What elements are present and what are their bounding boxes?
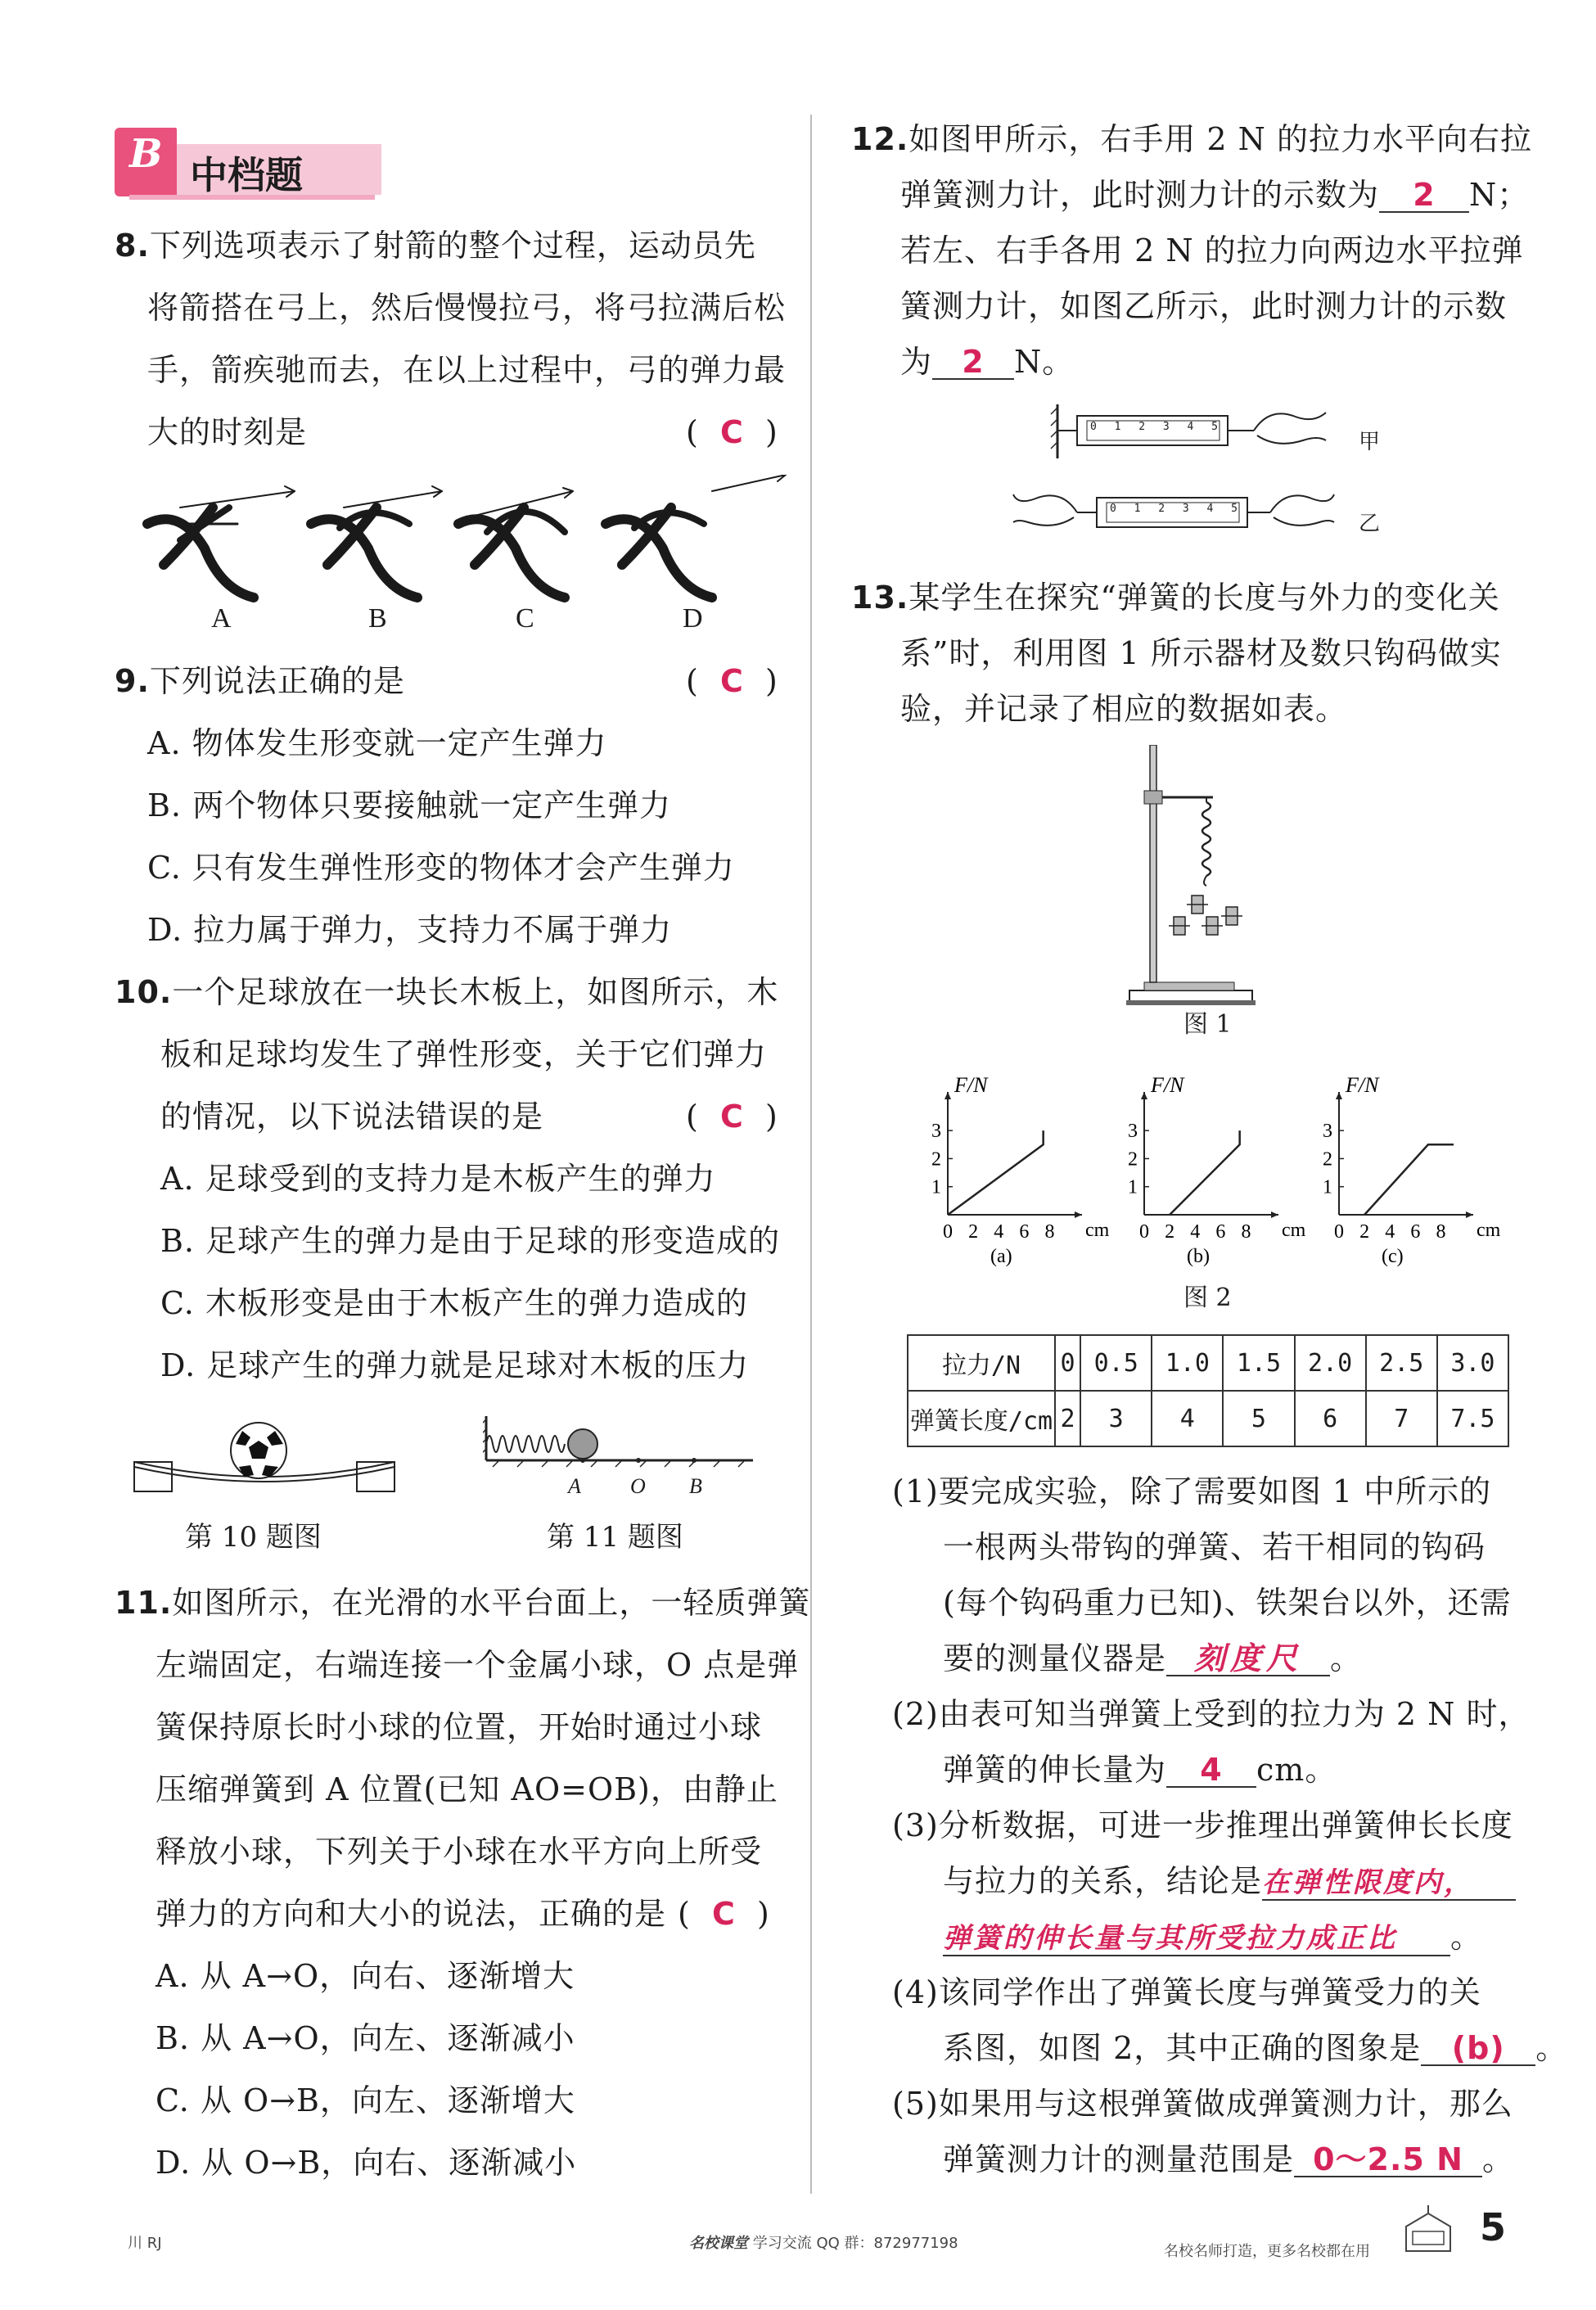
scale-yi-tick-3: 3 bbox=[1182, 503, 1189, 515]
page-number: 5 bbox=[1480, 2205, 1507, 2249]
x-tick-label: 2 bbox=[1165, 1221, 1175, 1243]
scale-yi-tick-2: 2 bbox=[1158, 503, 1165, 515]
x-tick-label: 4 bbox=[1190, 1221, 1201, 1243]
q11-answer-bracket: ( C ) bbox=[678, 1896, 770, 1932]
q12-line-2 bbox=[900, 175, 1529, 214]
y-axis-arrow bbox=[1336, 1092, 1342, 1099]
q9-option-c: C. 只有发生弹性形变的物体才会产生弹力 bbox=[147, 850, 735, 886]
scale-yi-tick-4: 4 bbox=[1206, 503, 1214, 515]
series-line bbox=[948, 1130, 1044, 1215]
q11-option-b: B. 从 A→O，向左、逐渐减小 bbox=[156, 2020, 575, 2056]
q9-option-a: A. 物体发生形变就一定产生弹力 bbox=[147, 725, 607, 761]
q9-option-b: B. 两个物体只要接触就一定产生弹力 bbox=[147, 787, 672, 823]
q12-number: 12. bbox=[851, 121, 909, 157]
q13-sub2-answer: 4 bbox=[1200, 1752, 1223, 1788]
q11-option-a: A. 从 A→O，向右、逐渐增大 bbox=[156, 1958, 575, 1994]
q13-sub1-line-3: (每个钩码重力已知)、铁架台以外，还需 bbox=[943, 1585, 1512, 1621]
table-cell: 0.5 bbox=[1080, 1335, 1152, 1391]
q12-line-5-post: N。 bbox=[1014, 344, 1075, 380]
chart-b bbox=[1128, 1073, 1306, 1267]
q13-sub5-line-2 bbox=[943, 2140, 1514, 2179]
table-cell: 3.0 bbox=[1437, 1335, 1508, 1391]
q12-line-1 bbox=[851, 120, 1532, 159]
y-tick-label: 2 bbox=[1323, 1148, 1332, 1171]
scale-jia-tick-4: 4 bbox=[1187, 421, 1194, 433]
y-axis-arrow bbox=[945, 1092, 951, 1099]
y-tick-label: 3 bbox=[931, 1121, 941, 1143]
table-cell: 2 bbox=[1055, 1391, 1080, 1446]
q13-line-1 bbox=[851, 578, 1500, 617]
section-header bbox=[115, 121, 385, 200]
q11-fig-label-o: O bbox=[630, 1474, 646, 1498]
x-tick-label: 2 bbox=[1359, 1221, 1370, 1243]
q13-sub1-line-1: (1)要完成实验，除了需要如图 1 中所示的 bbox=[892, 1473, 1492, 1509]
archer-label-d: D bbox=[683, 603, 703, 634]
q12-answer-1: 2 bbox=[1413, 177, 1436, 213]
footer-qq: 学习交流 QQ 群：872977198 bbox=[752, 2235, 958, 2252]
x-tick-label: 0 bbox=[1334, 1221, 1344, 1243]
x-tick-label: 4 bbox=[994, 1221, 1004, 1243]
q8-number: 8. bbox=[115, 228, 150, 264]
table-header-force: 拉力/N bbox=[908, 1335, 1055, 1391]
q13-number: 13. bbox=[851, 580, 909, 616]
chart-a bbox=[931, 1073, 1110, 1267]
x-tick-label: 6 bbox=[1215, 1221, 1226, 1243]
scale-jia-tick-2: 2 bbox=[1138, 421, 1146, 433]
scale-jia-ticks bbox=[1090, 421, 1218, 433]
q9-stem-text: 下列说法正确的是 bbox=[149, 663, 405, 699]
q8-line-4: 大的时刻是 bbox=[147, 414, 308, 450]
archer-label-c: C bbox=[516, 603, 534, 634]
q11-stem-1: 如图所示，在光滑的水平台面上，一轻质弹簧 bbox=[172, 1585, 811, 1621]
q13-line-2: 系”时，利用图 1 所示器材及数只钩码做实 bbox=[900, 635, 1502, 671]
q13-fig1-caption: 图 1 bbox=[1183, 1010, 1232, 1039]
q11-figure bbox=[483, 1408, 761, 1498]
chart-panel-label: (b) bbox=[1187, 1246, 1210, 1267]
q11-option-c: C. 从 O→B，向左、逐渐增大 bbox=[156, 2082, 575, 2118]
q11-answer: C bbox=[711, 1896, 736, 1932]
y-axis-arrow bbox=[1141, 1092, 1147, 1099]
x-tick-label: 8 bbox=[1241, 1221, 1251, 1243]
q13-line-3: 验，并记录了相应的数据如表。 bbox=[900, 691, 1348, 727]
archer-label-a: A bbox=[211, 603, 232, 634]
y-tick-label: 1 bbox=[1323, 1176, 1332, 1198]
q10-answer: C bbox=[719, 1099, 744, 1135]
x-tick-label: 4 bbox=[1385, 1221, 1395, 1243]
table-cell: 7.5 bbox=[1437, 1391, 1508, 1446]
q13-sub5-line-1: (5)如果用与这根弹簧做成弹簧测力计，那么 bbox=[892, 2086, 1513, 2122]
q13-sub2-post: cm。 bbox=[1256, 1752, 1337, 1788]
q8-line-1 bbox=[115, 226, 756, 265]
q13-fig2-caption: 图 2 bbox=[1183, 1284, 1232, 1312]
q9-answer-bracket: ( C ) bbox=[686, 663, 778, 699]
x-tick-label: 8 bbox=[1044, 1221, 1055, 1243]
q10-line-2: 板和足球均发生了弹性形变，关于它们弹力 bbox=[160, 1036, 768, 1072]
table-cell: 1.0 bbox=[1152, 1335, 1223, 1391]
y-axis-label: F/N bbox=[1151, 1073, 1184, 1097]
q8-line-2: 将箭搭在弓上，然后慢慢拉弓，将弓拉满后松 bbox=[147, 290, 787, 326]
table-cell: 1.5 bbox=[1223, 1335, 1294, 1391]
q10-figure bbox=[131, 1416, 401, 1506]
q13-sub3-line-1: (3)分析数据，可进一步推理出弹簧伸长长度 bbox=[892, 1807, 1513, 1843]
y-tick-label: 1 bbox=[1128, 1176, 1138, 1198]
footer-right: 名校名师打造，更多名校都在用 bbox=[1164, 2243, 1370, 2260]
q13-data-table bbox=[907, 1334, 1509, 1447]
q13-sub4-answer: (b) bbox=[1451, 2030, 1505, 2066]
q13-sub4-post: 。 bbox=[1535, 2030, 1568, 2066]
x-tick-label: 2 bbox=[968, 1221, 979, 1243]
q8-answer-bracket: ( C ) bbox=[686, 414, 778, 450]
x-axis-arrow bbox=[1075, 1211, 1082, 1218]
chart-c bbox=[1323, 1073, 1501, 1267]
scale-jia-tick-1: 1 bbox=[1114, 421, 1121, 433]
q8-answer: C bbox=[719, 414, 744, 450]
hook-weights bbox=[1169, 896, 1242, 935]
q12-fig-jia: 甲 bbox=[1359, 430, 1381, 454]
q11-line-6: 弹力的方向和大小的说法，正确的是 bbox=[156, 1896, 667, 1932]
x-axis-arrow bbox=[1466, 1211, 1473, 1218]
scale-yi-ticks bbox=[1110, 503, 1238, 515]
q9-number: 9. bbox=[115, 663, 150, 699]
q10-option-d: D. 足球产生的弹力就是足球对木板的压力 bbox=[160, 1347, 750, 1383]
q8-line-3: 手，箭疾驰而去，在以上过程中，弓的弹力最 bbox=[147, 352, 787, 388]
q10-number: 10. bbox=[115, 974, 173, 1010]
table-cell: 4 bbox=[1152, 1391, 1223, 1446]
x-axis-unit: cm bbox=[1282, 1220, 1306, 1241]
q12-answer-2: 2 bbox=[962, 344, 985, 380]
x-tick-label: 0 bbox=[1139, 1221, 1149, 1243]
table-cell: 7 bbox=[1366, 1391, 1437, 1446]
x-tick-label: 0 bbox=[943, 1221, 953, 1243]
q13-sub4-pre: 系图，如图 2，其中正确的图象是 bbox=[943, 2030, 1422, 2066]
x-axis-arrow bbox=[1271, 1211, 1278, 1218]
series-line bbox=[1364, 1144, 1454, 1215]
q13-sub1-answer: 刻度尺 bbox=[1194, 1640, 1303, 1676]
x-tick-label: 8 bbox=[1436, 1221, 1446, 1243]
q11-line-2: 左端固定，右端连接一个金属小球，O 点是弹 bbox=[156, 1647, 800, 1683]
archer-label-b: B bbox=[368, 603, 387, 634]
y-tick-label: 3 bbox=[1323, 1121, 1332, 1143]
q10-option-a: A. 足球受到的支持力是木板产生的弹力 bbox=[160, 1161, 716, 1197]
table-header-length: 弹簧长度/cm bbox=[908, 1391, 1055, 1446]
q13-fig2 bbox=[908, 1051, 1531, 1272]
q11-line-1 bbox=[115, 1583, 810, 1622]
q10-answer-bracket: ( C ) bbox=[686, 1099, 778, 1135]
q13-sub2-pre: 弹簧的伸长量为 bbox=[943, 1752, 1167, 1788]
q8-stem-1: 下列选项表示了射箭的整个过程，运动员先 bbox=[149, 228, 756, 264]
table-cell: 3 bbox=[1080, 1391, 1152, 1446]
q10-option-b: B. 足球产生的弹力是由于足球的形变造成的 bbox=[160, 1223, 781, 1259]
scale-jia-tick-0: 0 bbox=[1090, 421, 1097, 433]
scale-yi-tick-0: 0 bbox=[1110, 503, 1116, 515]
q13-sub5-pre: 弹簧测力计的测量范围是 bbox=[943, 2141, 1295, 2177]
table-cell: 2.0 bbox=[1295, 1335, 1366, 1391]
q12-line-5 bbox=[900, 342, 1074, 381]
q10-stem-1: 一个足球放在一块长木板上，如图所示，木 bbox=[172, 974, 779, 1010]
y-tick-label: 2 bbox=[1128, 1148, 1138, 1171]
table-cell: 5 bbox=[1223, 1391, 1294, 1446]
footer-brand: 名校课堂 bbox=[689, 2235, 748, 2252]
y-tick-label: 1 bbox=[931, 1176, 941, 1198]
chart-panel-label: (a) bbox=[990, 1246, 1012, 1267]
footer-logo-icon bbox=[1401, 2202, 1455, 2259]
q11-option-d: D. 从 O→B，向右、逐渐减小 bbox=[156, 2145, 577, 2181]
series-line bbox=[1170, 1130, 1240, 1215]
x-tick-label: 6 bbox=[1410, 1221, 1421, 1243]
q13-sub2-line-2 bbox=[943, 1750, 1337, 1789]
q11-line-3: 簧保持原长时小球的位置，开始时通过小球 bbox=[156, 1709, 763, 1745]
x-tick-label: 6 bbox=[1019, 1221, 1030, 1243]
q13-sub1-pre: 要的测量仪器是 bbox=[943, 1640, 1167, 1676]
y-axis-label: F/N bbox=[954, 1073, 988, 1097]
table-cell: 2.5 bbox=[1366, 1335, 1437, 1391]
q11-line-4: 压缩弹簧到 A 位置(已知 AO=OB)，由静止 bbox=[156, 1771, 778, 1807]
column-divider bbox=[810, 115, 812, 2194]
scale-yi-tick-5: 5 bbox=[1231, 503, 1238, 515]
q13-sub1-post: 。 bbox=[1330, 1640, 1363, 1676]
q12-line-3: 若左、右手各用 2 N 的拉力向两边水平拉弹 bbox=[900, 232, 1524, 268]
q11-fig-label-b: B bbox=[689, 1474, 702, 1498]
q13-sub4-line-1: (4)该同学作出了弹簧长度与弹簧受力的关 bbox=[892, 1974, 1481, 2010]
archer-c bbox=[458, 488, 573, 598]
x-axis-unit: cm bbox=[1477, 1220, 1501, 1241]
q9-answer: C bbox=[719, 663, 744, 699]
q13-sub1-line-2: 一根两头带钩的弹簧、若干相同的钩码 bbox=[943, 1529, 1486, 1565]
scale-jia-tick-3: 3 bbox=[1162, 421, 1170, 433]
q12-fig-yi: 乙 bbox=[1359, 512, 1381, 536]
q10-line-3: 的情况，以下说法错误的是 bbox=[160, 1099, 544, 1135]
q11-figure-caption: 第 11 题图 bbox=[547, 1521, 683, 1554]
q12-line-2-pre: 弹簧测力计，此时测力计的示数为 bbox=[900, 177, 1380, 213]
q12-line-4: 簧测力计，如图乙所示，此时测力计的示数 bbox=[900, 288, 1508, 324]
q12-stem-1: 如图甲所示，右手用 2 N 的拉力水平向右拉 bbox=[908, 121, 1532, 157]
q11-line-5: 释放小球，下列关于小球在水平方向上所受 bbox=[156, 1834, 763, 1870]
q13-sub3-answer-a: 在弹性限度内， bbox=[1262, 1866, 1475, 1899]
q13-sub1-line-4 bbox=[943, 1639, 1362, 1678]
q13-fig1-stand bbox=[1121, 745, 1301, 1007]
table-cell: 6 bbox=[1295, 1391, 1366, 1446]
section-title: 中档题 bbox=[190, 153, 303, 197]
q13-sub3-post: 。 bbox=[1450, 1919, 1483, 1955]
section-letter: B bbox=[129, 131, 163, 177]
q12-line-2-post: N； bbox=[1469, 177, 1530, 213]
q13-sub3-pre: 与拉力的关系，结论是 bbox=[943, 1863, 1263, 1899]
archer-d bbox=[606, 475, 786, 598]
y-axis-label: F/N bbox=[1346, 1073, 1379, 1097]
table-row bbox=[908, 1335, 1508, 1391]
scale-jia-tick-5: 5 bbox=[1211, 421, 1218, 433]
q9-option-d: D. 拉力属于弹力，支持力不属于弹力 bbox=[147, 912, 673, 948]
archer-a bbox=[147, 486, 295, 598]
q10-option-c: C. 木板形变是由于木板产生的弹力造成的 bbox=[160, 1285, 748, 1321]
table-cell: 0 bbox=[1055, 1335, 1080, 1391]
q12-line-5-pre: 为 bbox=[900, 344, 933, 380]
q13-sub3-line-3 bbox=[943, 1917, 1482, 1956]
q10-figure-caption: 第 10 题图 bbox=[185, 1521, 322, 1554]
y-tick-label: 3 bbox=[1128, 1121, 1138, 1143]
archer-b bbox=[311, 486, 442, 598]
q13-sub2-line-1: (2)由表可知当弹簧上受到的拉力为 2 N 时， bbox=[892, 1696, 1531, 1732]
y-tick-label: 2 bbox=[931, 1148, 941, 1171]
q11-fig-label-a: A bbox=[568, 1474, 581, 1498]
q13-sub5-post: 。 bbox=[1482, 2141, 1515, 2177]
q9-stem bbox=[115, 661, 405, 701]
q13-stem-1: 某学生在探究“弹簧的长度与外力的变化关 bbox=[908, 580, 1500, 616]
q13-sub3-answer-b: 弹簧的伸长量与其所受拉力成正比 bbox=[943, 1922, 1397, 1955]
footer-left: 川 RJ bbox=[128, 2235, 162, 2252]
q11-number: 11. bbox=[115, 1585, 173, 1621]
table-row bbox=[908, 1391, 1508, 1446]
q13-sub4-line-2 bbox=[943, 2028, 1567, 2068]
chart-panel-label: (c) bbox=[1382, 1246, 1404, 1267]
x-axis-unit: cm bbox=[1085, 1220, 1110, 1241]
scale-yi-tick-1: 1 bbox=[1134, 503, 1141, 515]
footer-center bbox=[689, 2231, 958, 2253]
q13-sub3-line-2 bbox=[943, 1861, 1516, 1901]
q10-line-1 bbox=[115, 972, 778, 1012]
q13-sub5-answer: 0～2.5 N bbox=[1313, 2141, 1463, 2177]
